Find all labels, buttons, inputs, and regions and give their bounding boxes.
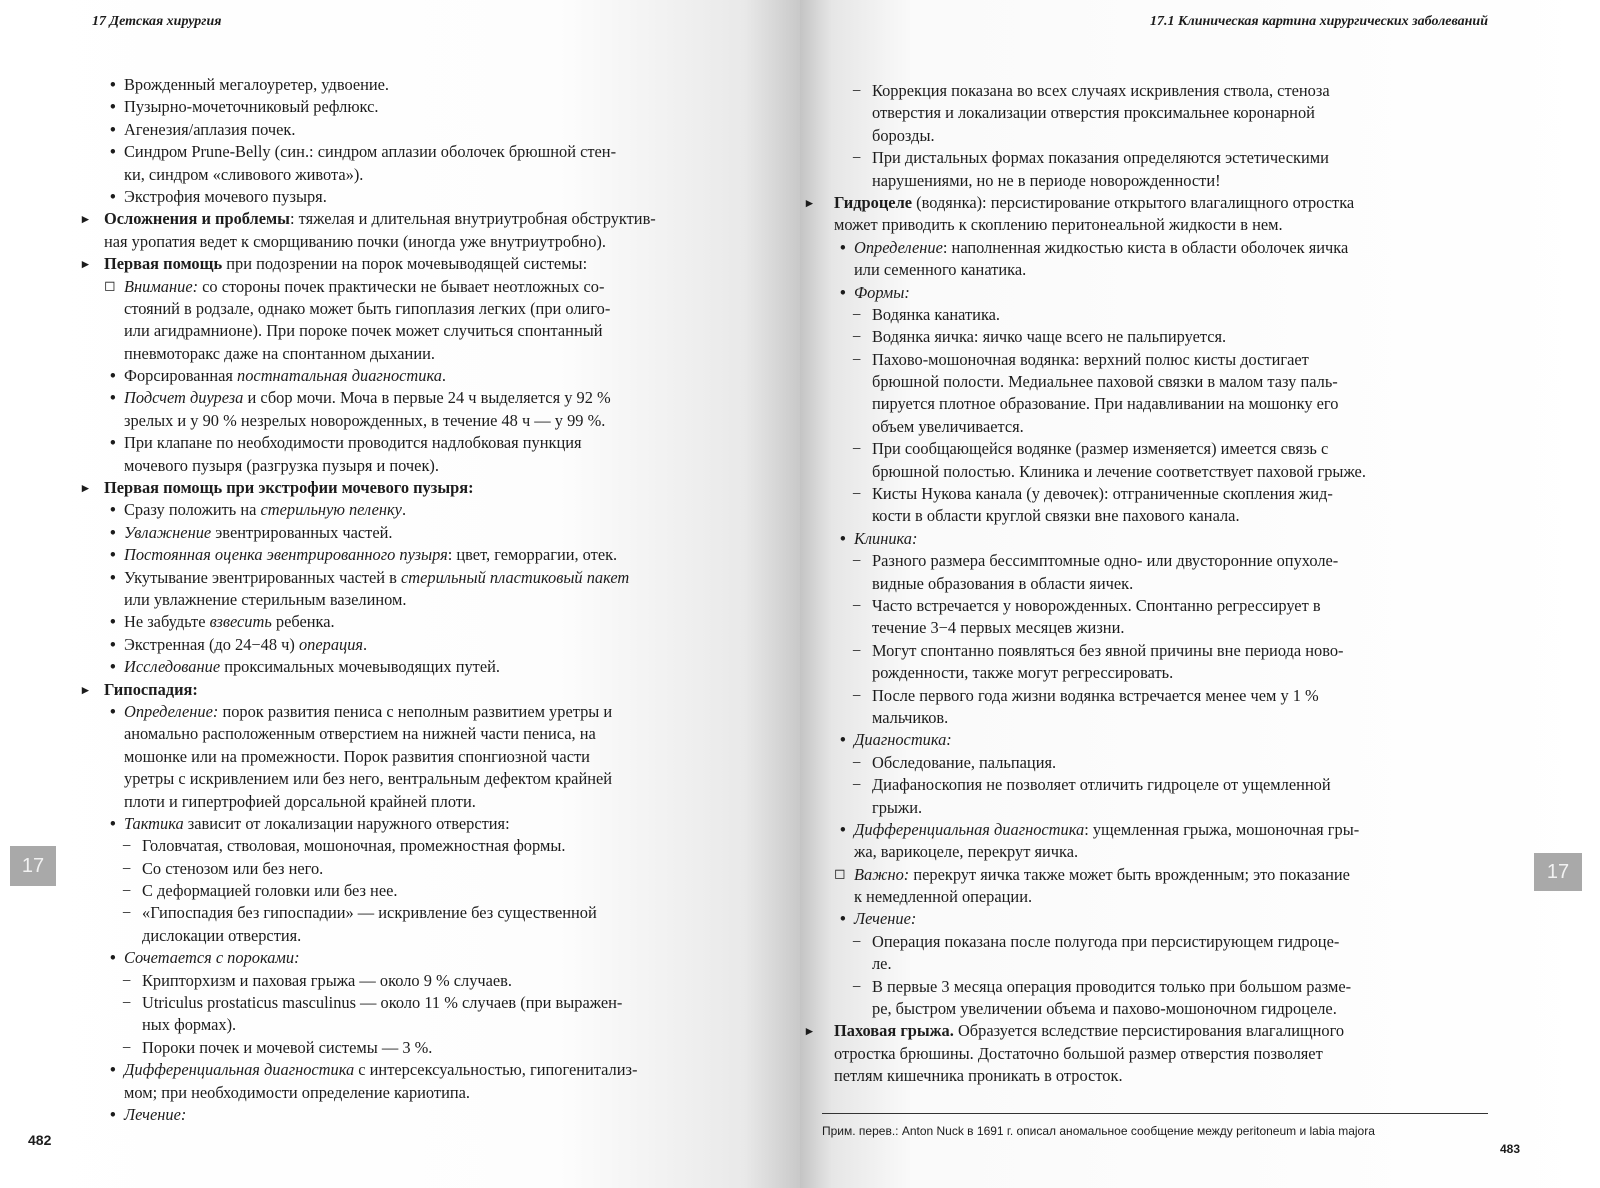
text-run: течение 3−4 первых месяцев жизни. (872, 618, 1125, 638)
footnote-rule (822, 1113, 1488, 1114)
text-line (812, 976, 1488, 998)
note-box-icon: ◻ (834, 866, 846, 882)
text-line (812, 80, 1488, 102)
text-line (82, 1014, 770, 1036)
text-run: Пороки почек и мочевой системы — 3 %. (142, 1037, 433, 1057)
bullet-icon: • (110, 142, 116, 162)
text-line (82, 768, 770, 790)
text-run: Пахово-мошоночная водянка: верхний полюс кисты достигает (872, 349, 1309, 369)
text-line (812, 147, 1488, 169)
text-run: . (363, 634, 368, 654)
text-line (812, 304, 1488, 326)
text-line (82, 701, 770, 723)
text-run: : ущемленная грыжа, мошоночная гры- (1084, 819, 1360, 839)
bullet-icon: • (110, 634, 116, 654)
text-run: При сообщающейся водянке (размер изменяется) имеется связь с (872, 439, 1329, 459)
text-run: дислокации отверстия. (142, 925, 302, 945)
running-header: 17.1 Клиническая картина хирургических заболеваний (1150, 14, 1488, 29)
text-line (812, 841, 1488, 863)
text-run: Укутывание эвентрированных частей в (124, 567, 402, 587)
bullet-icon: • (110, 522, 116, 542)
text-run: операция (298, 634, 364, 654)
dash-marker-icon: − (852, 976, 862, 996)
bullet-icon: • (110, 186, 116, 206)
text-run: Лечение: (854, 909, 917, 929)
bullet-icon: • (110, 948, 116, 968)
text-run: Гипоспадия: (104, 679, 198, 699)
text-run: взвесить (209, 612, 272, 632)
arrow-marker-icon: ▸ (806, 1023, 813, 1039)
text-run: Первая помощь при экстрофии мочевого пузыря: (104, 478, 474, 498)
bullet-icon: • (110, 545, 116, 565)
text-run: Кисты Нукова канала (у девочек): отграниченные скопления жид- (872, 484, 1333, 504)
arrow-marker-icon: ▸ (82, 480, 89, 496)
bullet-icon: • (110, 119, 116, 139)
text-run: мом; при необходимости определение кариотипа. (124, 1082, 470, 1102)
text-line (82, 746, 770, 768)
text-line (82, 253, 770, 275)
text-run: ная уропатия ведет к сморщиванию почки (иногда уже внутриутробно). (104, 231, 606, 251)
bullet-icon: • (110, 701, 116, 721)
text-run: Utriculus prostaticus masculinus — около 11 % случаев (при выражен- (142, 993, 623, 1013)
text-line (812, 416, 1488, 438)
text-line (82, 276, 770, 298)
text-line (82, 1037, 770, 1059)
text-line (812, 774, 1488, 796)
page-number: 482 (28, 1132, 52, 1148)
text-line (82, 365, 770, 387)
text-run: Форсированная (124, 366, 238, 386)
text-run: видные образования в области яичек. (872, 573, 1134, 593)
text-line (812, 953, 1488, 975)
text-line (812, 170, 1488, 192)
text-run: Пузырно-мочеточниковый рефлюкс. (124, 97, 379, 117)
text-run: Диафаноскопия не позволяет отличить гидроцеле от ущемленной (872, 775, 1331, 795)
text-line (812, 662, 1488, 684)
text-line (812, 864, 1488, 886)
bullet-icon: • (110, 388, 116, 408)
text-line (812, 483, 1488, 505)
text-line (812, 214, 1488, 236)
text-run: Не забудьте (124, 612, 210, 632)
text-line (82, 343, 770, 365)
text-line (82, 679, 770, 701)
text-run: Постоянная оценка эвентрированного пузыря (124, 545, 448, 565)
dash-marker-icon: − (122, 993, 132, 1013)
bullet-icon: • (840, 528, 846, 548)
text-line (82, 164, 770, 186)
dash-marker-icon: − (122, 836, 132, 856)
dash-marker-icon: − (122, 970, 132, 990)
text-run: Коррекция показана во всех случаях искривления ствола, стеноза (872, 81, 1330, 100)
dash-marker-icon: − (852, 327, 862, 347)
text-run: Операция показана после полугода при персистирующем гидроце- (872, 931, 1340, 951)
text-line (812, 998, 1488, 1020)
text-run: Часто встречается у новорожденных. Спонтанно регрессирует в (872, 595, 1321, 615)
text-line (812, 729, 1488, 751)
chapter-tab: 17 (10, 846, 56, 886)
text-line (82, 141, 770, 163)
dash-marker-icon: − (852, 439, 862, 459)
text-run: «Гипоспадия без гипоспадии» — искривление без существенной (142, 903, 597, 923)
page-number: 483 (1499, 1142, 1520, 1156)
text-run: зрелых и у 90 % незрелых новорожденных, в течение 48 ч — у 99 %. (124, 410, 606, 430)
dash-marker-icon: − (852, 752, 862, 772)
text-line (82, 410, 770, 432)
text-line (812, 237, 1488, 259)
text-line (82, 880, 770, 902)
text-line (812, 819, 1488, 841)
text-line (812, 282, 1488, 304)
text-run: мошонке или на промежности. Порок развития спонгиозной части (124, 746, 590, 766)
text-line (82, 813, 770, 835)
dash-marker-icon: − (852, 931, 862, 951)
text-line (812, 573, 1488, 595)
text-line (812, 371, 1488, 393)
bullet-icon: • (840, 237, 846, 257)
text-run: петлям кишечника проникать в отросток. (834, 1066, 1123, 1086)
text-line (812, 640, 1488, 662)
text-run: Тактика (124, 813, 184, 833)
text-run: брюшной полости. Медиальнее паховой связки в малом тазу паль- (872, 372, 1338, 392)
text-run: мальчиков. (872, 707, 949, 727)
text-run: Клиника: (854, 528, 918, 548)
text-run: эвентрированных частей. (211, 522, 393, 542)
arrow-marker-icon: ▸ (82, 256, 89, 272)
dash-marker-icon: − (852, 349, 862, 369)
text-run: При дистальных формах показания определяются эстетическими (872, 148, 1329, 168)
text-run: или агидрамнионе). При пороке почек может случиться спонтанный (124, 321, 603, 341)
text-line (812, 349, 1488, 371)
text-run: грыжи. (872, 797, 923, 817)
text-run: стояний в родзале, однако может быть гипоплазия легких (при олиго- (124, 298, 611, 318)
text-run: Важно: (854, 864, 910, 884)
text-run: Дифференциальная диагностика (124, 1060, 355, 1080)
text-run: нарушениями, но не в периоде новорожденности! (872, 170, 1221, 190)
text-run: Разного размера бессимптомные одно- или двусторонние опухоле- (872, 551, 1339, 571)
dash-marker-icon: − (852, 551, 862, 571)
dash-marker-icon: − (852, 775, 862, 795)
text-run: стерильный пластиковый пакет (401, 567, 630, 587)
text-run: При клапане по необходимости проводится надлобковая пункция (124, 433, 582, 453)
text-line (82, 455, 770, 477)
text-run: В первые 3 месяца операция проводится только при большом разме- (872, 976, 1352, 996)
text-line (82, 231, 770, 253)
text-line (82, 186, 770, 208)
note-box-icon: ◻ (104, 278, 116, 294)
text-run: Внимание: (124, 276, 199, 296)
text-run: Сразу положить на (124, 500, 261, 520)
text-run: или увлажнение стерильным вазелином. (124, 589, 407, 609)
text-line (82, 1082, 770, 1104)
text-run: может приводить к скоплению перитонеальной жидкости в нем. (834, 215, 1283, 235)
chapter-tab: 17 (1534, 853, 1582, 891)
dash-marker-icon: − (122, 1037, 132, 1057)
text-line (82, 947, 770, 969)
text-run: С деформацией головки или без нее. (142, 881, 398, 901)
text-run: жа, варикоцеле, перекрут яичка. (854, 842, 1079, 862)
bullet-icon: • (110, 657, 116, 677)
text-run: при подозрении на порок мочевыводящей системы: (222, 254, 588, 274)
text-run: Со стенозом или без него. (142, 858, 324, 878)
dash-marker-icon: − (852, 640, 862, 660)
bullet-icon: • (110, 433, 116, 453)
text-run: зависит от локализации наружного отверстия: (183, 813, 510, 833)
text-run: : цвет, геморрагии, отек. (447, 545, 618, 565)
text-run: кости в области круглой связки вне пахового канала. (872, 506, 1240, 526)
right-page-body (806, 80, 1488, 1088)
text-run: борозды. (872, 125, 935, 145)
text-line (812, 438, 1488, 460)
text-run: ре, быстром увеличении объема и пахово-мошоночном гидроцеле. (872, 999, 1337, 1019)
text-run: После первого года жизни водянка встречается менее чем у 1 % (872, 685, 1319, 705)
dash-marker-icon: − (122, 858, 132, 878)
text-line (812, 461, 1488, 483)
text-line (806, 192, 1488, 214)
arrow-marker-icon: ▸ (82, 681, 89, 697)
text-run: Исследование (124, 657, 221, 677)
text-run: Сочетается с пороками: (124, 948, 300, 968)
dash-marker-icon: − (852, 484, 862, 504)
text-line (82, 723, 770, 745)
dash-marker-icon: − (852, 81, 862, 100)
text-line (812, 125, 1488, 147)
text-run: порок развития пениса с неполным развитием уретры и (218, 701, 613, 721)
text-line (82, 1104, 770, 1126)
text-run: Лечение: (124, 1104, 187, 1124)
text-line (812, 595, 1488, 617)
bullet-icon: • (110, 1104, 116, 1124)
dash-marker-icon: − (122, 903, 132, 923)
text-line (812, 617, 1488, 639)
text-run: рожденности, также могут регрессировать. (872, 663, 1174, 683)
text-run: отверстия и локализации отверстия проксимальнее коронарной (872, 103, 1315, 123)
text-run: Обследование, пальпация. (872, 752, 1057, 772)
text-line (82, 791, 770, 813)
text-line (82, 499, 770, 521)
text-line (812, 528, 1488, 550)
dash-marker-icon: − (852, 595, 862, 615)
text-run: ребенка. (271, 612, 335, 632)
text-line (812, 393, 1488, 415)
text-line (812, 908, 1488, 930)
text-line (82, 567, 770, 589)
text-line (82, 835, 770, 857)
bullet-icon: • (110, 500, 116, 520)
text-run: перекрут яичка также может быть врожденным; это показание (909, 864, 1350, 884)
text-line (812, 1065, 1488, 1087)
text-run: Водянка канатика. (872, 304, 1001, 324)
text-line (82, 970, 770, 992)
text-run: ных формах). (142, 1015, 237, 1035)
text-run: Крипторхизм и паховая грыжа — около 9 % случаев. (142, 970, 513, 990)
bullet-icon: • (110, 567, 116, 587)
text-run: Определение (854, 237, 943, 257)
text-line (812, 1043, 1488, 1065)
text-run: Экстренная (до 24−48 ч) (124, 634, 299, 654)
text-run: Водянка яичка: яичко чаще всего не пальпируется. (872, 327, 1227, 347)
text-run: проксимальных мочевыводящих путей. (220, 657, 500, 677)
text-line (812, 797, 1488, 819)
text-line (806, 1020, 1488, 1042)
text-line (82, 74, 770, 96)
bullet-icon: • (840, 909, 846, 929)
text-line (82, 925, 770, 947)
text-line (812, 102, 1488, 124)
text-run: Увлажнение (124, 522, 212, 542)
text-line (82, 522, 770, 544)
text-run: или семенного канатика. (854, 260, 1027, 280)
bullet-icon: • (110, 612, 116, 632)
bullet-icon: • (110, 366, 116, 386)
text-run: отростка брюшины. Достаточно большой размер отверстия позволяет (834, 1043, 1323, 1063)
text-run: Первая помощь (104, 254, 223, 274)
text-run: Подсчет диуреза (124, 388, 244, 408)
bullet-icon: • (840, 282, 846, 302)
text-run: Экстрофия мочевого пузыря. (124, 186, 327, 206)
text-line (812, 326, 1488, 348)
text-run: Определение: (124, 701, 219, 721)
text-line (82, 992, 770, 1014)
text-line (82, 902, 770, 924)
dash-marker-icon: − (122, 881, 132, 901)
text-run: Синдром Prune-Belly (син.: синдром аплазии оболочек брюшной стен- (124, 142, 617, 162)
text-run: . (401, 500, 407, 520)
text-run: Формы: (854, 282, 910, 302)
text-run: к немедленной операции. (854, 887, 1033, 907)
text-run: ки, синдром «сливового живота»). (124, 164, 364, 184)
text-line (82, 320, 770, 342)
text-line (812, 931, 1488, 953)
text-run: : тяжелая и длительная внутриутробная обструктив- (289, 209, 656, 229)
text-run: : наполненная жидкостью киста в области оболочек яичка (942, 237, 1349, 257)
running-header: 17 Детская хирургия (92, 14, 222, 29)
text-line (812, 550, 1488, 572)
text-run: стерильную пеленку (260, 500, 402, 520)
text-run: Дифференциальная диагностика (854, 819, 1085, 839)
text-line (82, 432, 770, 454)
text-run: и сбор мочи. Моча в первые 24 ч выделяется у 92 % (243, 388, 611, 408)
footnote: Прим. перев.: Anton Nuck в 1691 г. описал аномальное сообщение между peritoneum и labia majora (822, 1124, 1375, 1138)
text-run: Врожденный мегалоуретер, удвоение. (124, 75, 390, 94)
text-run: уретры с искривлением или без него, вентральным дефектом крайней (124, 769, 613, 789)
text-line (812, 886, 1488, 908)
arrow-marker-icon: ▸ (806, 194, 813, 210)
text-line (812, 752, 1488, 774)
text-line (82, 387, 770, 409)
text-line (82, 96, 770, 118)
text-run: пневмоторакс даже на спонтанном дыхании. (124, 343, 435, 363)
text-line (82, 858, 770, 880)
text-run: мочевого пузыря (разгрузка пузыря и почек). (124, 455, 439, 475)
dash-marker-icon: − (852, 148, 862, 168)
text-run: Образуется вследствие персистирования влагалищного (953, 1021, 1345, 1041)
text-line (82, 477, 770, 499)
bullet-icon: • (110, 813, 116, 833)
text-line (82, 119, 770, 141)
text-run: ле. (872, 954, 892, 974)
left-page-body (82, 74, 770, 1126)
dash-marker-icon: − (852, 304, 862, 324)
bullet-icon: • (840, 819, 846, 839)
text-run: . (441, 366, 447, 386)
text-run: со стороны почек практически не бывает неотложных со- (198, 276, 605, 296)
text-line (812, 707, 1488, 729)
text-run: брюшной полостью. Клиника и лечение соответствует паховой грыже. (872, 461, 1366, 481)
text-run: пируется плотное образование. При надавливании на мошонку его (872, 394, 1339, 414)
text-line (82, 544, 770, 566)
text-run: Диагностика: (854, 730, 952, 750)
text-run: Агенезия/аплазия почек. (124, 119, 296, 139)
text-line (82, 656, 770, 678)
text-run: постнатальная диагностика (237, 366, 442, 386)
text-run: с интерсексуальностью, гипогенитализ- (354, 1060, 638, 1080)
text-run: Гидроцеле (834, 192, 913, 212)
text-run: Могут спонтанно появляться без явной причины вне периода ново- (872, 640, 1344, 660)
text-run: Головчатая, стволовая, мошоночная, промежностная формы. (142, 836, 566, 856)
arrow-marker-icon: ▸ (82, 211, 89, 227)
text-run: Осложнения и проблемы (104, 209, 290, 229)
text-line (82, 634, 770, 656)
text-line (82, 589, 770, 611)
text-line (812, 685, 1488, 707)
bullet-icon: • (110, 75, 116, 94)
text-run: аномально расположенным отверстием на нижней части пениса, на (124, 724, 596, 744)
text-line (82, 1059, 770, 1081)
text-line (812, 259, 1488, 281)
text-line (812, 505, 1488, 527)
bullet-icon: • (840, 730, 846, 750)
text-run: (водянка): персистирование открытого влагалищного отростка (912, 192, 1355, 212)
text-run: плоти и гипертрофией дорсальной крайней плоти. (124, 791, 476, 811)
bullet-icon: • (110, 1060, 116, 1080)
text-line (82, 208, 770, 230)
text-run: объем увеличивается. (872, 416, 1024, 436)
text-run: Паховая грыжа. (834, 1021, 954, 1041)
text-line (82, 298, 770, 320)
dash-marker-icon: − (852, 685, 862, 705)
bullet-icon: • (110, 97, 116, 117)
text-line (82, 611, 770, 633)
